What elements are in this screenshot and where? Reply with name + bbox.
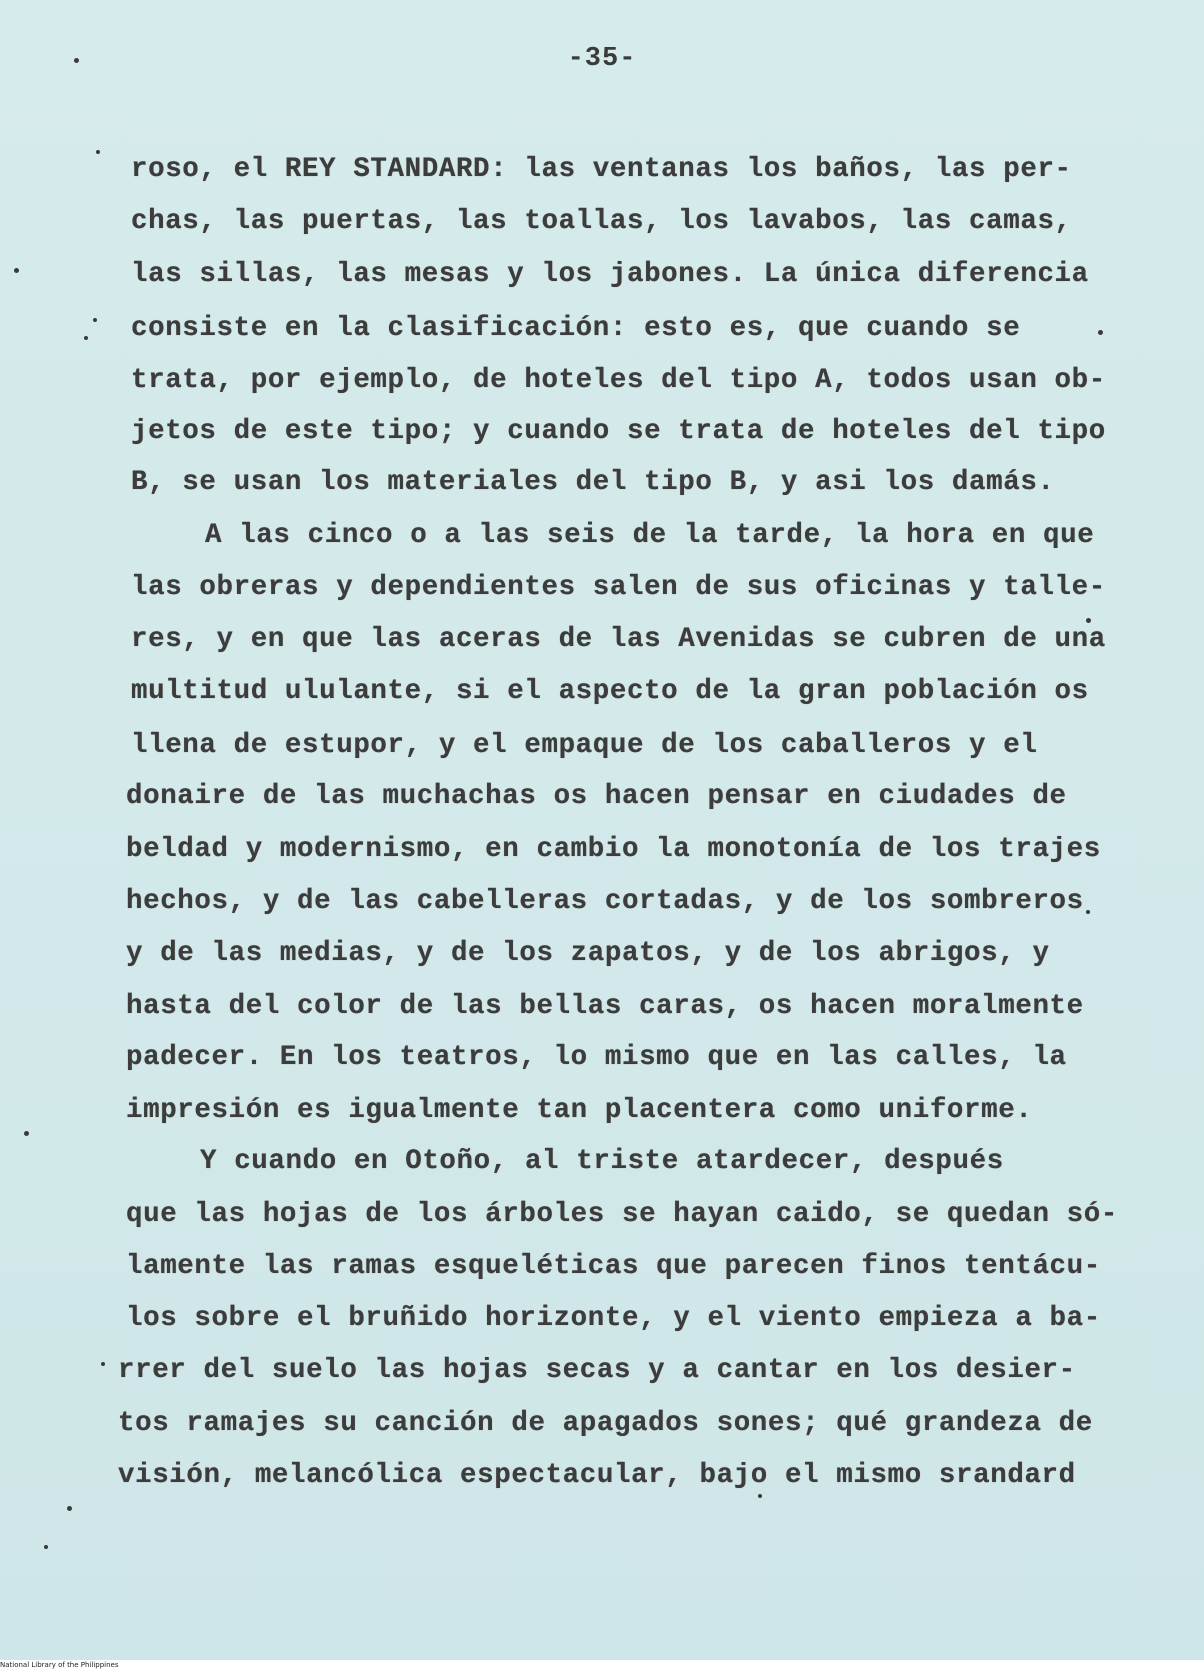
text-line: jetos de este tipo; y cuando se trata de hoteles del tipo [131,416,1106,447]
library-credit: National Library of the Philippines [0,1661,119,1669]
ink-speck [1086,910,1090,914]
ink-speck [93,318,97,322]
ink-speck [24,1131,29,1136]
text-line: las sillas, las mesas y los jabones. La única diferencia [131,259,1089,290]
text-line: que las hojas de los árboles se hayan caido, se quedan só- [126,1199,1118,1230]
text-line: y de las medias, y de los zapatos, y de los abrigos, y [126,938,1050,969]
text-line: Y cuando en Otoño, al triste atardecer, después [200,1146,1004,1177]
ink-speck [758,1494,762,1498]
text-line: chas, las puertas, las toallas, los lavabos, las camas, [131,206,1072,237]
text-line: padecer. En los teatros, lo mismo que en las calles, la [126,1042,1067,1073]
ink-speck [44,1545,48,1549]
text-line: los sobre el bruñido horizonte, y el viento empieza a ba- [126,1303,1101,1334]
text-line: impresión es igualmente tan placentera como uniforme. [126,1095,1033,1126]
text-line: lamente las ramas esqueléticas que parecen finos tentácu- [126,1251,1101,1282]
text-line: roso, el REY STANDARD: las ventanas los baños, las per- [131,154,1072,185]
ink-speck [84,336,88,340]
text-line: llena de estupor, y el empaque de los caballeros y el [131,730,1038,761]
ink-speck [96,150,100,154]
text-line: hasta del color de las bellas caras, os hacen moralmente [126,991,1084,1022]
text-line: visión, melancólica espectacular, bajo el mismo srandard [118,1460,1076,1491]
page-number: -35- [567,44,637,74]
ink-speck [1086,618,1091,623]
text-line: donaire de las muchachas os hacen pensar en ciudades de [126,781,1067,812]
text-line: multitud ululante, si el aspecto de la gran población os [131,676,1089,707]
ink-speck [74,58,79,63]
ink-speck [101,1362,105,1366]
text-line: B, se usan los materiales del tipo B, y asi los damás. [131,467,1055,498]
text-line: consiste en la clasificación: esto es, que cuando se [131,313,1021,344]
text-line: res, y en que las aceras de las Avenidas se cubren de una [131,624,1106,655]
ink-speck [14,268,19,273]
text-line: tos ramajes su canción de apagados sones; qué grandeza de [118,1408,1093,1439]
text-line: trata, por ejemplo, de hoteles del tipo A, todos usan ob- [131,365,1106,396]
text-line: las obreras y dependientes salen de sus oficinas y talle- [131,572,1106,603]
ink-speck [67,1506,72,1511]
ink-speck [1098,330,1103,335]
text-line: A las cinco o a las seis de la tarde, la hora en que [205,520,1095,551]
text-line: hechos, y de las cabelleras cortadas, y de los sombreros [126,886,1084,917]
text-line: beldad y modernismo, en cambio la monotonía de los trajes [126,834,1101,865]
text-line: rrer del suelo las hojas secas y a cantar en los desier- [118,1355,1076,1386]
